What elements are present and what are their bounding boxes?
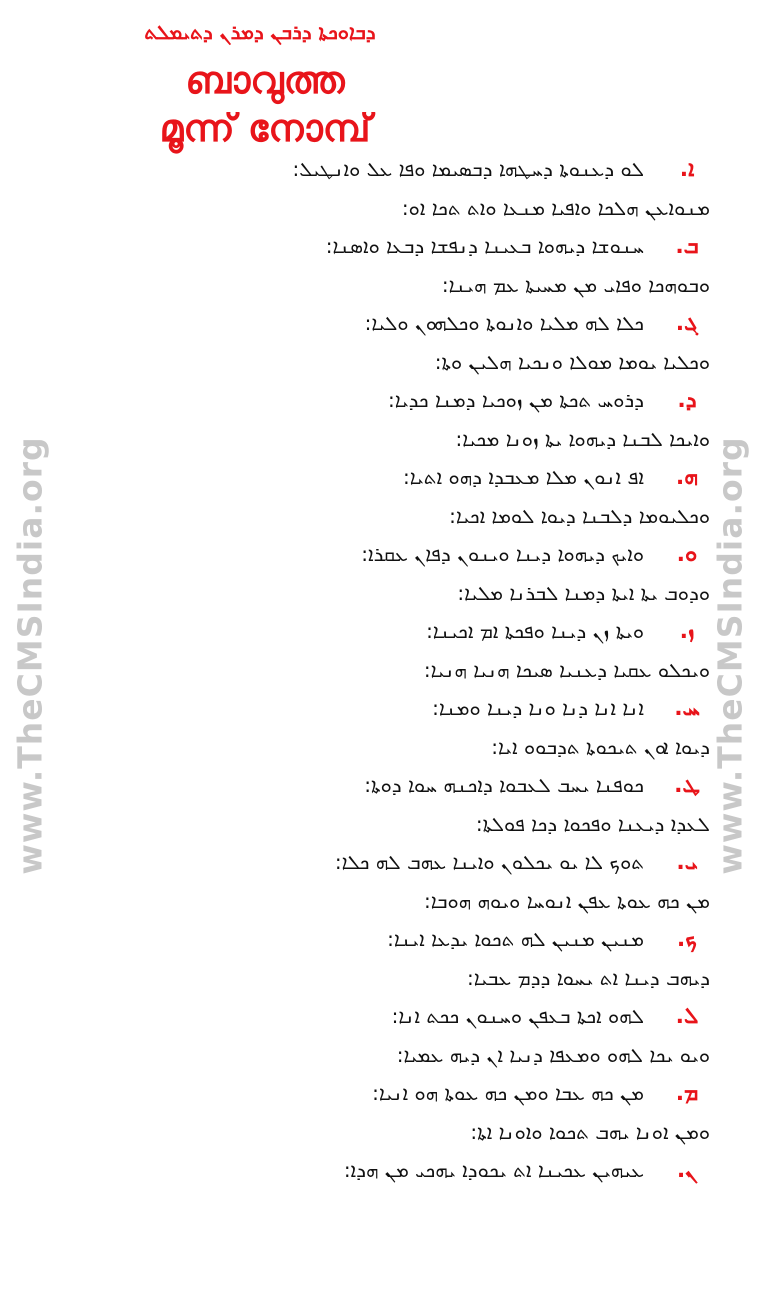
verse-line [70, 150, 710, 189]
verse-text: ܕܝܘܐ ܐܘܢ ܬܝܟܘܬܐ ܬܕܒܘܘ ܐܝܐ: [491, 734, 710, 759]
verse-line [70, 997, 710, 1036]
verse-line [70, 959, 710, 998]
verse-text: ܘܝܬܐ ܙܢ ܕܝܢܐ ܘܦܟܬܐ ܐܡ ܐܟܝܢܐ: [426, 619, 644, 643]
verse-text: ܕܝܗܒ ܕܝܢܐ ܐܬ ܝܚܘܐ ܕܕܡ ܥܒܝܐ: [467, 965, 710, 990]
verse-line [70, 766, 710, 805]
verse-number: ܐ. [679, 157, 695, 182]
watermark-text: www.TheCMSIndia.org [710, 435, 750, 875]
verse-line [70, 843, 710, 882]
verse-text: ܘܟܠܝܘܡܐ ܕܠܒܢܐ ܕܝܘܐ ܠܘܡܐ ܐܟܝܐ: [449, 503, 710, 528]
verse-number: ܙ. [679, 619, 695, 644]
verse-text: ܘܟܠܝܐ ܝܘܡܐ ܡܘܠܐ ܘܢܟܝܐ ܗܠܝܢ ܘܬܐ: [434, 349, 710, 374]
verse-text: ܘܐܝܟܐ ܠܒܢܐ ܕܝܗܘܐ ܝܬܐ ܙܘܢܐ ܡܟܝܐ: [455, 426, 710, 451]
verse-line [70, 343, 710, 382]
verse-text: ܡܢ ܟܗ ܥܘܬܐ ܥܦܢ ܐܢܘܚܐ ܘܝܘܗ ܗܘܒܐ: [423, 888, 710, 913]
verse-line [70, 574, 710, 613]
verse-line [70, 1036, 710, 1075]
verse-line [70, 304, 710, 343]
verse-text: ܠܘ ܕܥܢܘܬܐ ܕܚܛܗܐ ܕܒܣܝܡܐ ܘܦܐ ܥܠ ܘܐܢܛܝܠ: [292, 157, 644, 181]
verse-text: ܡܢܘܐܥܢ ܗܠܟܐ ܘܐܦܝܐ ܡܢܥܐ ܘܐܬ ܬܟܐ ܐܘ: [401, 195, 710, 220]
verse-list [70, 150, 710, 1190]
title-line-1: ബാവുത്ത [185, 58, 345, 102]
verse-line [70, 728, 710, 767]
verse-text: ܠܥܕܐ ܕܝܥܢܐ ܘܦܟܘܐ ܕܟܐ ܦܘܠܬܐ: [475, 811, 710, 836]
verse-text: ܟܠܐ ܠܗ ܡܠܝܐ ܘܐܢܘܬܐ ܘܟܠܗܘܢ ܘܠܝܐ: [364, 311, 644, 335]
verse-line [70, 535, 710, 574]
verse-line [70, 227, 710, 266]
verse-line [70, 189, 710, 228]
verse-number: ܛ. [674, 773, 700, 798]
verse-line [70, 920, 710, 959]
verse-number: ܗ. [675, 465, 699, 490]
verse-number: ܟ. [676, 927, 698, 952]
verse-line [70, 651, 710, 690]
verse-number: ܠ. [675, 1004, 699, 1029]
verse-line [70, 1151, 710, 1190]
verse-text: ܘܐܝܟ ܕܝܗܘܐ ܕܝܢܐ ܘܝܢܘܢ ܕܦܐܢ ܥܩܪܐ: [361, 542, 644, 566]
verse-number: ܓ. [675, 311, 699, 336]
verse-line [70, 266, 710, 305]
verse-line [70, 1074, 710, 1113]
verse-line [70, 689, 710, 728]
verse-number: ܕ. [677, 388, 697, 413]
verse-text: ܥܝܗܝܢ ܥܟܝܢܐ ܐܬ ܝܟܘܕܐ ܝܗܟܝ ܡܢ ܗܕܐ: [343, 1158, 644, 1182]
verse-line [70, 805, 710, 844]
verse-number: ܒ. [675, 234, 699, 259]
verse-text: ܬܘܟ ܠܐ ܝܘ ܝܟܠܘܢ ܘܐܝܢܐ ܥܗܒ ܠܗ ܟܠܐ: [334, 850, 644, 874]
verse-text: ܡܢܝܢ ܡܢܝܢ ܠܗ ܬܟܘܐ ܝܕܥܐ ܐܝܢܐ: [387, 927, 644, 951]
verse-line [70, 612, 710, 651]
verse-line [70, 420, 710, 459]
syriac-heading: ܕܒܐܘܟܬܐ ܕܪܒܢ ܕܡܪܢ ܕܬܝܡܠܬ [144, 20, 376, 44]
verse-number: ܚ. [674, 696, 700, 721]
verse-text: ܡܢ ܟܗ ܥܒܐ ܘܡܢ ܟܗ ܥܘܬܐ ܗܘ ܐܢܝܐ: [372, 1081, 644, 1105]
page-title [100, 56, 430, 152]
verse-text: ܟܘܦܢܐ ܝܚܒ ܠܥܒܘܐ ܕܐܟܢܗ ܚܘܐ ܕܘܬܐ: [364, 773, 644, 797]
verse-number: ܢ. [676, 1158, 698, 1183]
verse-text: ܚܢܘܫܐ ܕܝܗܘܐ ܒܥܝܢܐ ܕܢܦܫܐ ܕܒܥܐ ܘܐܣܢܐ: [325, 234, 644, 258]
verse-text: ܐܦ ܐܢܘܢ ܡܠܐ ܡܥܒܕܐ ܕܗܘ ܐܬܝܐ: [403, 465, 644, 489]
verse-line [70, 497, 710, 536]
watermark-left [0, 0, 60, 1310]
verse-line [70, 458, 710, 497]
verse-number: ܝ. [676, 850, 698, 875]
verse-line [70, 381, 710, 420]
verse-text: ܘܝܘ ܝܟܐ ܠܗܘ ܘܡܥܦܐ ܕܢܝܐ ܐܢ ܕܝܗ ܥܡܝܐ: [396, 1042, 710, 1067]
verse-text: ܠܗܘ ܐܟܬܐ ܒܥܦܢ ܘܚܢܘܢ ܟܟܬ ܐܢܐ: [391, 1004, 644, 1028]
verse-line [70, 882, 710, 921]
verse-text: ܘܕܘܒ ܝܬܐ ܐܝܬܐ ܕܡܢܐ ܠܒܪܢܐ ܡܠܝܐ: [457, 580, 710, 605]
verse-text: ܐܢܐ ܐܢܐ ܕܢܐ ܘܢܐ ܕܝܢܐ ܘܡܢܐ: [432, 696, 644, 720]
verse-text: ܕܪܘܚ ܬܟܬܐ ܡܢ ܙܘܟܝܐ ܕܡܢܐ ܟܕܝܐ: [387, 388, 644, 412]
verse-text: ܘܒܘܗܟܐ ܘܦܐܝ ܡܢ ܡܚܝܬܐ ܥܡ ܗܝܢܐ: [441, 272, 710, 297]
verse-number: ܘ. [676, 542, 698, 567]
verse-text: ܘܝܟܠܘ ܥܩܝܐ ܕܥܢܝܐ ܣܝܟܐ ܗܢܝܐ ܗܢܝܐ: [423, 657, 710, 682]
verse-text: ܘܡܢ ܐܘܢܐ ܝܗܒ ܬܟܘܐ ܘܐܘܢܐ ܐܬܐ: [470, 1119, 710, 1144]
verse-number: ܡ. [675, 1081, 699, 1106]
title-line-2: മൂന്ന് നോമ്പ് [159, 106, 371, 150]
verse-line [70, 1113, 710, 1152]
watermark-text: www.TheCMSIndia.org [10, 435, 50, 875]
